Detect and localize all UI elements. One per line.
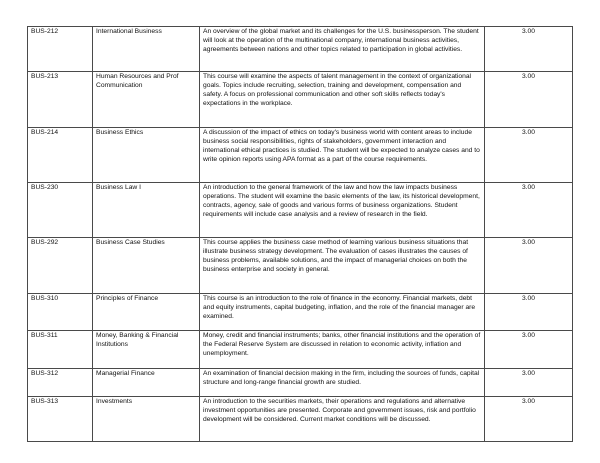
course-credits: 3.00 xyxy=(485,128,573,183)
table-row xyxy=(28,369,573,397)
course-description: An overview of the global market and its challenges for the U.S. businessperson. The student will look at the operation of the multinational company, international business activities, agreements between nations and other topics related to participation in global activities. xyxy=(200,27,485,72)
course-table xyxy=(27,26,573,442)
course-credits: 3.00 xyxy=(485,331,573,369)
course-title: Business Law I xyxy=(93,183,200,238)
course-title: Managerial Finance xyxy=(93,369,200,397)
table-row xyxy=(28,27,573,72)
course-credits: 3.00 xyxy=(485,397,573,442)
course-description: This course is an introduction to the role of finance in the economy. Financial markets, debt and equity instruments, capital budgeting, inflation, and the role of the financial manager are examined. xyxy=(200,294,485,331)
course-title: Business Case Studies xyxy=(93,238,200,294)
course-description: This course will examine the aspects of talent management in the context of organizational goals. Topics include recruiting, selection, training and development, compensation and safety. A focus on professional communication and other soft skills reflects today's expectations in the workplace. xyxy=(200,72,485,128)
course-code: BUS-292 xyxy=(28,238,93,294)
course-code: BUS-212 xyxy=(28,27,93,72)
table-row xyxy=(28,183,573,238)
course-code: BUS-214 xyxy=(28,128,93,183)
table-row xyxy=(28,238,573,294)
course-title: Business Ethics xyxy=(93,128,200,183)
course-credits: 3.00 xyxy=(485,183,573,238)
course-credits: 3.00 xyxy=(485,238,573,294)
course-credits: 3.00 xyxy=(485,72,573,128)
course-credits: 3.00 xyxy=(485,369,573,397)
course-title: Investments xyxy=(93,397,200,442)
course-description: A discussion of the impact of ethics on today's business world with content areas to include business social responsibilities, rights of stakeholders, government interaction and international ethical practices is studied. The student will be expected to analyze cases and to write opinion reports using APA format as a part of the course requirements. xyxy=(200,128,485,183)
course-description: An introduction to the securities markets, their operations and regulations and alternative investment opportunities are presented. Corporate and government issues, risk and portfolio development will be considered. Current market conditions will be discussed. xyxy=(200,397,485,442)
course-code: BUS-313 xyxy=(28,397,93,442)
course-description: An introduction to the general framework of the law and how the law impacts business operations. The student will examine the basic elements of the law, its historical development, contracts, agency, sale of goods and various forms of business organizations. Student requirements will include case analysis and a review of research in the field. xyxy=(200,183,485,238)
course-credits: 3.00 xyxy=(485,294,573,331)
course-description: This course applies the business case method of learning various business situations that illustrate business strategy development. The evaluation of cases illustrates the causes of business problems, available solutions, and the impact of managerial choices on both the business enterprise and society in general. xyxy=(200,238,485,294)
table-row xyxy=(28,397,573,442)
course-code: BUS-310 xyxy=(28,294,93,331)
course-title: Money, Banking & Financial Institutions xyxy=(93,331,200,369)
course-title: Principles of Finance xyxy=(93,294,200,331)
course-title: Human Resources and Prof Communication xyxy=(93,72,200,128)
course-code: BUS-230 xyxy=(28,183,93,238)
course-code: BUS-213 xyxy=(28,72,93,128)
course-code: BUS-312 xyxy=(28,369,93,397)
course-title: International Business xyxy=(93,27,200,72)
course-description: Money, credit and financial instruments; banks, other financial institutions and the operation of the Federal Reserve System are discussed in relation to economic activity, inflation and unemployment. xyxy=(200,331,485,369)
course-description: An examination of financial decision making in the firm, including the sources of funds, capital structure and long-range financial growth are studied. xyxy=(200,369,485,397)
table-row xyxy=(28,72,573,128)
course-code: BUS-311 xyxy=(28,331,93,369)
table-row xyxy=(28,128,573,183)
table-row xyxy=(28,294,573,331)
table-row xyxy=(28,331,573,369)
course-credits: 3.00 xyxy=(485,27,573,72)
